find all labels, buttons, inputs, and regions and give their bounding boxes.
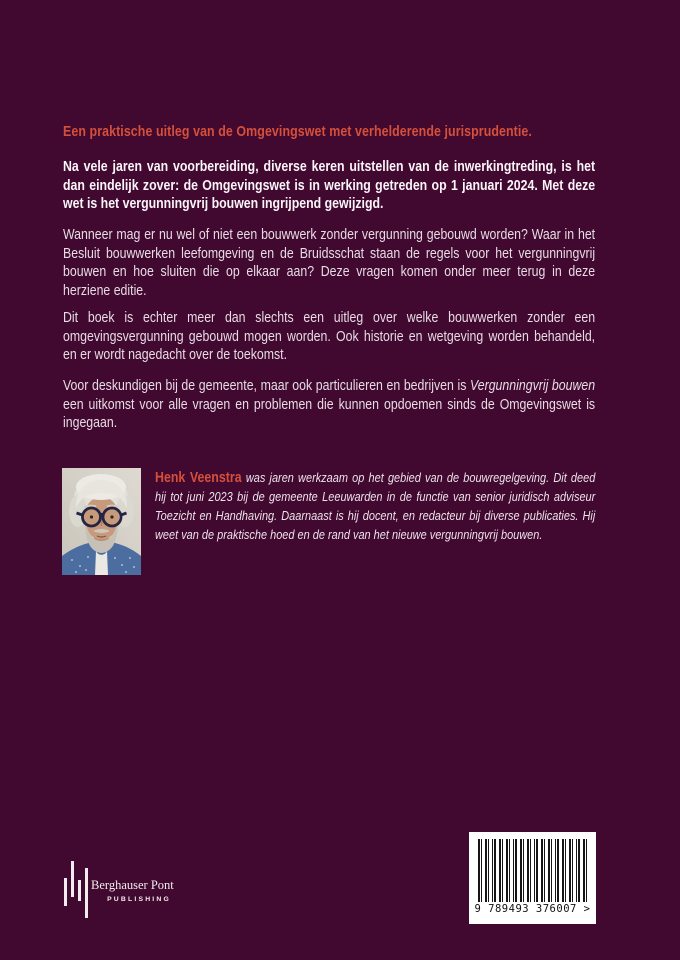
scope-paragraph: Dit boek is echter meer dan slechts een uitleg over welke bouwwerken zonder een omgevingsvergunning gebouwd mogen worden. Ook historie en wetgeving worden behandeld, en er wordt nagedacht over de toekomst. <box>63 310 596 364</box>
publisher-logo <box>64 861 234 921</box>
book-title-italic: Vergunningvrij bouwen <box>469 378 596 394</box>
audience-paragraph <box>63 377 595 433</box>
audience-text-after: een uitkomst voor alle vragen en problemen die kunnen opdoemen sinds de Omgevingswet is ingegaan. <box>63 396 596 432</box>
barcode-bars-icon <box>478 839 587 902</box>
publisher-subtitle: PUBLISHING <box>107 896 171 903</box>
audience-text-before: Voor deskundigen bij de gemeente, maar ook particulieren en bedrijven is <box>63 378 470 394</box>
isbn-barcode <box>469 832 596 924</box>
publisher-logo-icon <box>64 861 90 919</box>
isbn-number: 9 789493 376007 > <box>474 903 591 915</box>
tagline: Een praktische uitleg van de Omgevingswet met verhelderende jurisprudentie. <box>63 124 532 140</box>
author-name: Henk Veenstra <box>155 470 242 486</box>
publisher-name: Berghauser Pont <box>91 878 174 892</box>
questions-paragraph: Wanneer mag er nu wel of niet een bouwwerk zonder vergunning gebouwd worden? Waar in het Besluit bouwwerken leefomgeving en de Bruidsschat staan de regels voor het vergunningvrij bouwen en hoe sluiten die op elkaar aan? Deze vragen komen onder meer terug in deze herziene editie. <box>63 227 596 300</box>
author-bio <box>155 469 595 545</box>
author-bio-text: was jaren werkzaam op het gebied van de bouwregelgeving. Dit deed hij tot juni 2023 bij de gemeente Leeuwarden in de functie van senior juridisch adviseur Toezicht en Handhaving. Daarnaast is hij docent, en redacteur bij diverse publicaties. Hij weet van de praktische hoed en de rand van het nieuwe vergunningvrij bouwen. <box>155 470 596 542</box>
author-photo <box>62 468 141 575</box>
intro-paragraph: Na vele jaren van voorbereiding, diverse keren uitstellen van de inwerkingtreding, is het dan eindelijk zover: de Omgevingswet is in werking getreden op 1 januari 2024. Met deze wet is het vergunningvrij bouwen ingrijpend gewijzigd. <box>63 159 596 213</box>
